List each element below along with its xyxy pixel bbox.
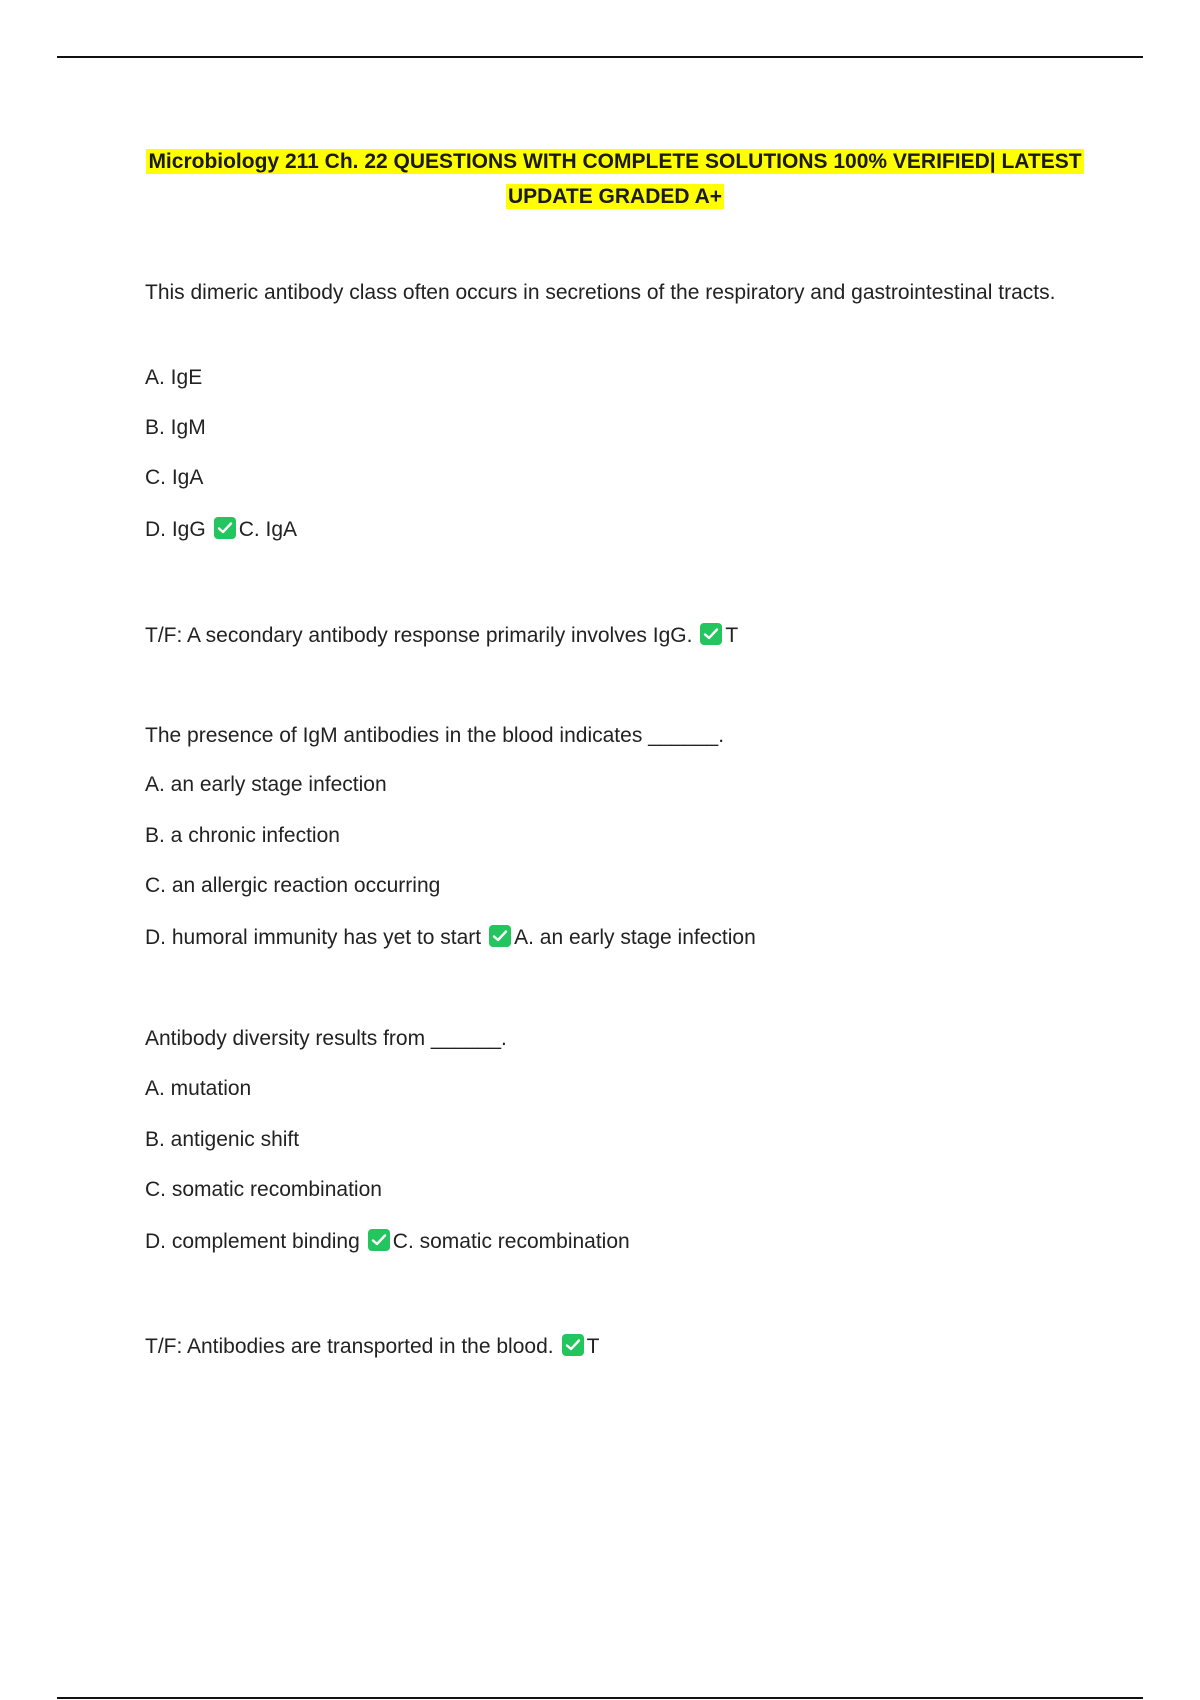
- title-line-2: UPDATE GRADED A+: [507, 185, 723, 208]
- option-item: D. humoral immunity has yet to start: [145, 926, 482, 949]
- check-icon: [368, 1229, 390, 1251]
- option-item: D. complement binding: [145, 1230, 360, 1253]
- footer-rule: [57, 1697, 1143, 1699]
- question-text: This dimeric antibody class often occurs in secretions of the respiratory and gastrointestinal tracts.: [145, 281, 1056, 304]
- check-icon: [562, 1334, 584, 1356]
- question-text: Antibody diversity results from ______.: [145, 1027, 507, 1050]
- answer-text: T: [586, 1335, 600, 1358]
- question-text: T/F: A secondary antibody response primarily involves IgG.: [145, 624, 693, 647]
- answer-line: [145, 622, 738, 650]
- option-item: B. a chronic infection: [145, 824, 340, 847]
- answer-text: C. IgA: [238, 518, 298, 541]
- option-item: B. antigenic shift: [145, 1128, 300, 1151]
- answer-line: [145, 516, 297, 544]
- answer-text: T: [725, 624, 739, 647]
- option-item: A. mutation: [145, 1077, 252, 1100]
- answer-line: [145, 1333, 599, 1361]
- option-item: B. IgM: [145, 416, 206, 439]
- check-icon: [700, 623, 722, 645]
- option-item: C. somatic recombination: [145, 1178, 382, 1201]
- check-icon: [214, 517, 236, 539]
- option-item: C. an allergic reaction occurring: [145, 874, 441, 897]
- answer-text: C. somatic recombination: [392, 1230, 630, 1253]
- option-item: D. IgG: [145, 518, 206, 541]
- option-item: A. IgE: [145, 366, 203, 389]
- question-text: The presence of IgM antibodies in the blood indicates ______.: [145, 724, 725, 747]
- answer-line: [145, 1228, 630, 1256]
- answer-text: A. an early stage infection: [514, 926, 756, 949]
- document-title: [145, 144, 1085, 214]
- title-line-1: Microbiology 211 Ch. 22 QUESTIONS WITH COMPLETE SOLUTIONS 100% VERIFIED| LATEST: [148, 150, 1082, 173]
- check-icon: [489, 925, 511, 947]
- header-rule: [57, 56, 1143, 58]
- option-item: A. an early stage infection: [145, 773, 387, 796]
- answer-line: [145, 924, 756, 952]
- option-item: C. IgA: [145, 466, 204, 489]
- question-text: T/F: Antibodies are transported in the blood.: [145, 1335, 554, 1358]
